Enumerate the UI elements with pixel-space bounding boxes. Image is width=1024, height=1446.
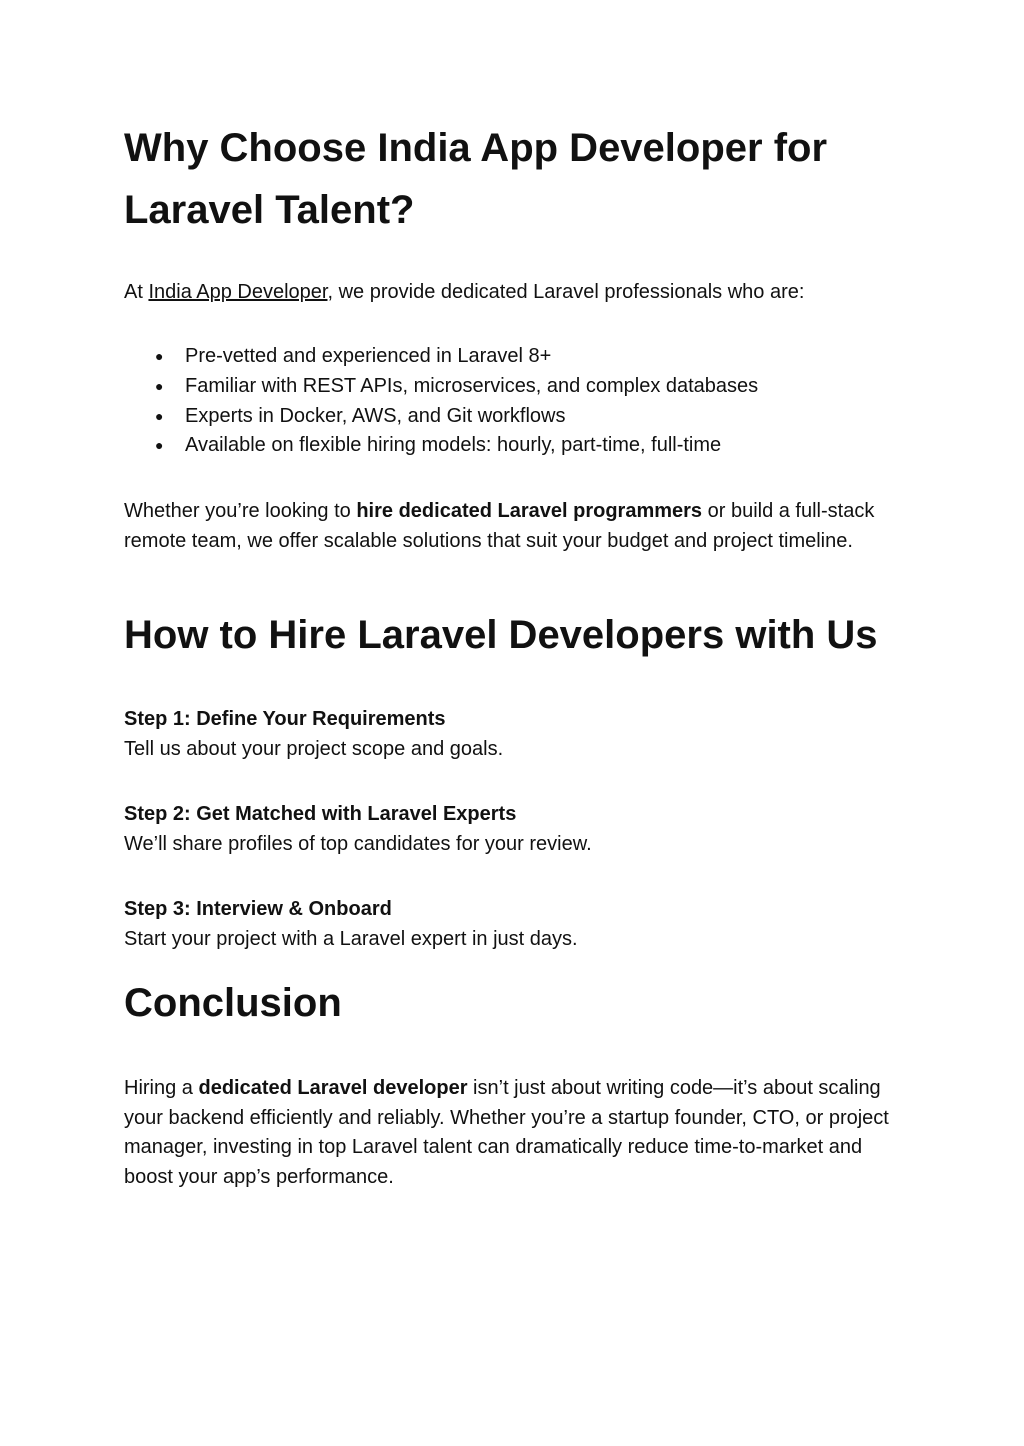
india-app-developer-link[interactable]: India App Developer <box>148 281 328 303</box>
conclusion-paragraph <box>124 1074 914 1192</box>
bullet-icon: ● <box>155 437 164 454</box>
bullet-icon: ● <box>155 407 164 424</box>
conclusion-prefix: Hiring a <box>124 1077 199 1099</box>
list-item-text: Available on flexible hiring models: hourly, part-time, full-time <box>185 434 722 457</box>
conclusion-bold: dedicated Laravel developer <box>198 1077 468 1099</box>
bullet-icon: ● <box>155 348 164 364</box>
list-item-text: Pre-vetted and experienced in Laravel 8+ <box>185 345 552 367</box>
intro-suffix: , we provide dedicated Laravel professionals who are: <box>327 281 805 303</box>
heading-conclusion: Conclusion <box>124 981 342 1025</box>
list-item-text: Familiar with REST APIs, microservices, and complex databases <box>185 374 759 397</box>
heading-why-choose: Why Choose India App Developer for Laravel Talent? <box>124 126 828 232</box>
features-list <box>124 342 758 461</box>
step-description: Tell us about your project scope and goals. <box>124 737 504 760</box>
step-2 <box>124 800 914 859</box>
intro-paragraph <box>124 278 914 308</box>
bullet-icon: ● <box>155 377 164 394</box>
heading-how-to-hire: How to Hire Laravel Developers with Us <box>124 613 878 657</box>
conclusion-suffix: isn’t just about writing code—it’s about scaling your backend efficiently and reliably. Whether you’re a startup founder, CTO, or project manager, investing in top Laravel talent can dramatically reduce time-to-market and boost your app’s performance. <box>124 1077 889 1188</box>
step-1 <box>124 705 914 764</box>
step-description: We’ll share profiles of top candidates for your review. <box>124 832 592 855</box>
step-description: Start your project with a Laravel expert in just days. <box>124 927 578 950</box>
list-item <box>124 431 758 461</box>
whether-bold: hire dedicated Laravel programmers <box>356 500 703 522</box>
step-title: Step 3: Interview & Onboard <box>124 898 392 920</box>
list-item-text: Experts in Docker, AWS, and Git workflows <box>185 404 566 427</box>
intro-prefix: At <box>124 281 149 303</box>
step-3 <box>124 895 914 954</box>
whether-suffix: or build a full-stack remote team, we offer scalable solutions that suit your budget and project timeline. <box>124 500 875 552</box>
step-title: Step 2: Get Matched with Laravel Experts <box>124 803 517 825</box>
list-item <box>124 342 758 372</box>
whether-prefix: Whether you’re looking to <box>124 500 357 522</box>
list-item <box>124 372 758 402</box>
step-title: Step 1: Define Your Requirements <box>124 708 446 730</box>
list-item <box>124 402 758 432</box>
whether-paragraph <box>124 497 914 556</box>
